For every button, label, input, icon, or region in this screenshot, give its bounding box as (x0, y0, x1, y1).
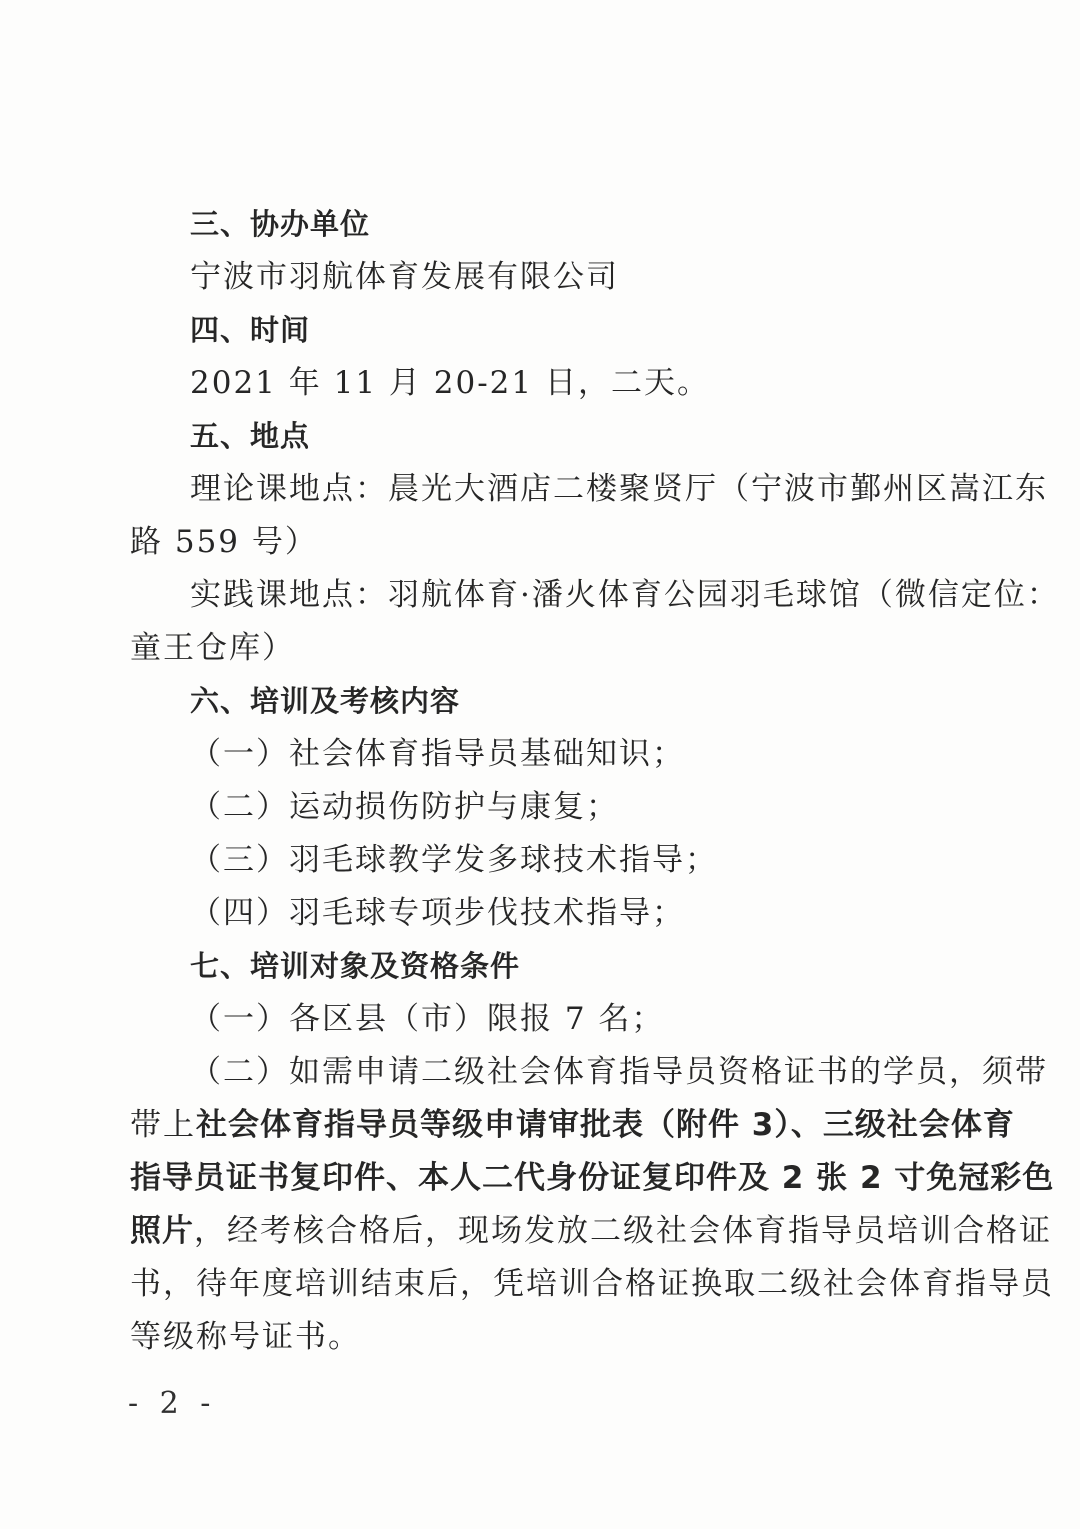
eligibility-item-1: （一）各区县（市）限报 7 名； (190, 1001, 665, 1037)
required-documents-bold: 社会体育指导员等级申请审批表（附件 3）、三级社会体育 (196, 1107, 1015, 1143)
practice-location-line-2: 童王仓库） (130, 630, 295, 666)
content-item-2: （二）运动损伤防护与康复； (190, 789, 619, 825)
section-heading-eligibility: 七、培训对象及资格条件 (190, 949, 521, 983)
eligibility-item-2-line-4 (130, 1211, 1052, 1251)
eligibility-item-2-line-6: 等级称号证书。 (130, 1319, 361, 1355)
content-item-4: （四）羽毛球专项步伐技术指导； (190, 895, 685, 931)
co-organizer-name: 宁波市羽航体育发展有限公司 (190, 259, 619, 295)
section-heading-co-organizer: 三、协办单位 (190, 207, 371, 241)
section-heading-time: 四、时间 (190, 313, 311, 347)
theory-location-line-1: 理论课地点：晨光大酒店二楼聚贤厅（宁波市鄞州区嵩江东 (190, 471, 1048, 507)
section-heading-content: 六、培训及考核内容 (190, 684, 461, 718)
eligibility-text-plain-2: ，经考核合格后，现场发放二级社会体育指导员培训合格证 (194, 1213, 1052, 1249)
practice-location-line-1: 实践课地点：羽航体育·潘火体育公园羽毛球馆（微信定位： (190, 577, 1060, 613)
eligibility-item-2-line-5: 书，待年度培训结束后，凭培训合格证换取二级社会体育指导员 (130, 1266, 1054, 1302)
event-time: 2021 年 11 月 20-21 日，二天。 (190, 365, 710, 401)
photo-requirement-bold: 照片 (130, 1213, 194, 1249)
eligibility-item-2-line-1: （二）如需申请二级社会体育指导员资格证书的学员，须带 (190, 1054, 1048, 1090)
eligibility-text-plain: 带上 (130, 1107, 196, 1143)
section-heading-location: 五、地点 (190, 419, 311, 453)
eligibility-item-2-line-3: 指导员证书复印件、本人二代身份证复印件及 2 张 2 寸免冠彩色 (130, 1160, 1055, 1196)
theory-location-line-2: 路 559 号） (130, 524, 318, 560)
content-item-3: （三）羽毛球教学发多球技术指导； (190, 842, 718, 878)
eligibility-item-2-line-2 (130, 1105, 1015, 1145)
content-item-1: （一）社会体育指导员基础知识； (190, 736, 685, 772)
page-number: - 2 - (128, 1386, 217, 1421)
